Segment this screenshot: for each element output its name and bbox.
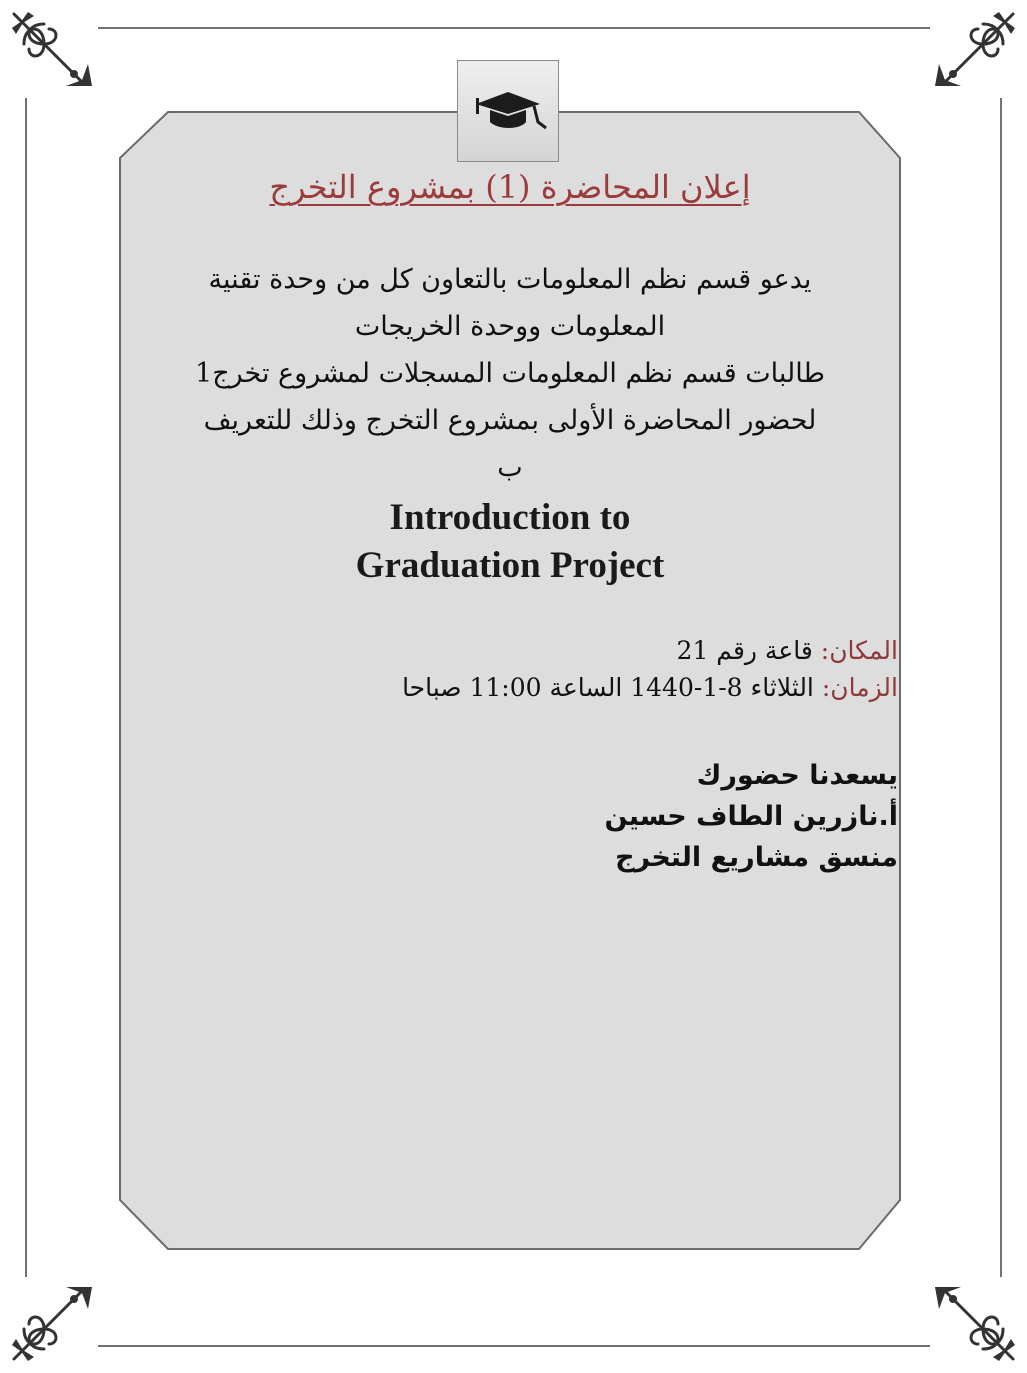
event-details [120,632,898,706]
invitation-line: ب [497,452,523,483]
invitation-text [120,256,900,491]
place-label: المكان: [820,636,898,665]
signature-line: منسق مشاريع التخرج [615,842,898,873]
invitation-line: لحضور المحاضرة الأولى بمشروع التخرج وذلك للتعريف [203,405,817,436]
corner-ornament-top-left [4,4,96,96]
announcement-title: إعلان المحاضرة (1) بمشروع التخرج [269,168,751,206]
invitation-line: طالبات قسم نظم المعلومات المسجلات لمشروع تخرج1 [195,358,825,389]
english-title-line: Introduction to [389,497,631,538]
time-value: الثلاثاء 8-1-1440 الساعة 11:00 صباحا [402,673,814,702]
signature-block [120,755,898,878]
signature-line: يسعدنا حضورك [696,760,898,791]
signature-line: أ.نازرين الطاف حسين [604,801,898,832]
english-lecture-title [120,494,900,590]
time-label: الزمان: [821,673,898,702]
corner-ornament-top-right [931,4,1023,96]
corner-ornament-bottom-right [931,1277,1023,1369]
corner-ornament-bottom-left [4,1277,96,1369]
invitation-line: يدعو قسم نظم المعلومات بالتعاون كل من وحدة تقنية [208,264,812,295]
time-row [120,669,898,706]
emblem-box [457,60,559,162]
graduation-cap-icon [468,86,548,136]
invitation-line: المعلومات ووحدة الخريجات [354,311,666,342]
english-title-line: Graduation Project [355,545,665,586]
place-row [120,632,898,669]
place-value: قاعة رقم 21 [676,636,813,665]
